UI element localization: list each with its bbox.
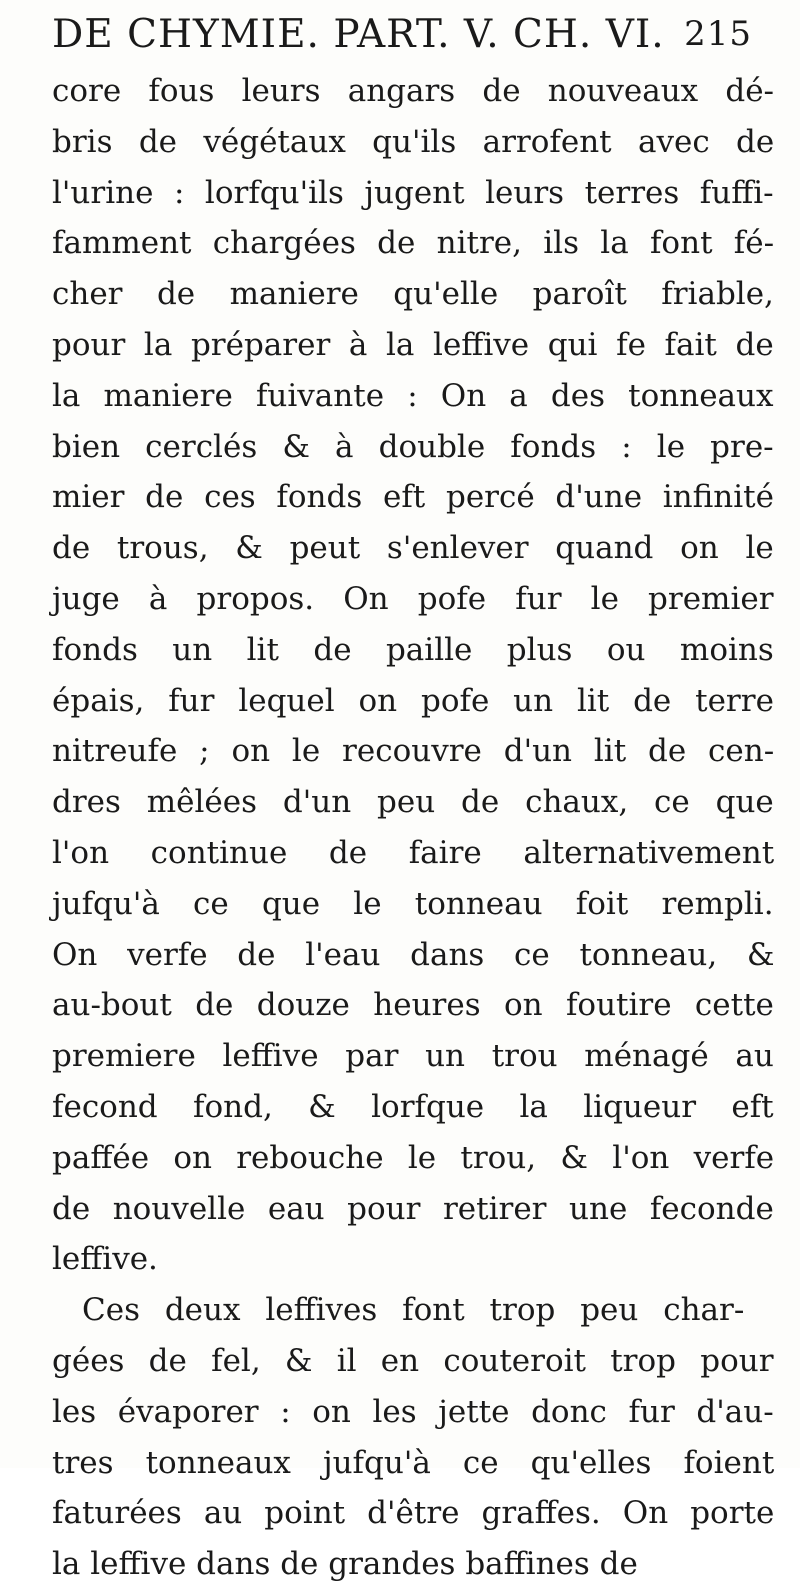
running-head-title: DE CHYMIE. PART. V. CH. VI. bbox=[52, 12, 665, 57]
text-line: l'on continue de faire alternativement bbox=[52, 834, 775, 871]
text-line: la leffive dans de grandes baffines de bbox=[52, 1546, 638, 1583]
text-line: Ces deux leffives font trop peu char- bbox=[82, 1292, 745, 1329]
text-line: juge à propos. On pofe fur le premier bbox=[52, 580, 774, 617]
text-line: fonds un lit de paille plus ou moins bbox=[52, 631, 774, 668]
text-line: de trous, & peut s'enlever quand on le bbox=[52, 530, 774, 567]
text-line: faturées au point d'être graffes. On porte bbox=[52, 1495, 775, 1532]
text-line: de nouvelle eau pour retirer une feconde bbox=[52, 1190, 774, 1227]
text-line: fecond fond, & lorfque la liqueur eft bbox=[52, 1088, 774, 1125]
text-line: dres mêlées d'un peu de chaux, ce que bbox=[52, 784, 774, 821]
text-line: gées de fel, & il en couteroit trop pour bbox=[52, 1342, 774, 1379]
text-line: l'urine : lorfqu'ils jugent leurs terres fuffi- bbox=[52, 174, 774, 211]
text-line: jufqu'à ce que le tonneau foit rempli. bbox=[52, 885, 774, 922]
text-line: leffive. bbox=[52, 1241, 158, 1278]
body-text bbox=[52, 66, 774, 1590]
text-line: bien cerclés & à double fonds : le pre- bbox=[52, 428, 774, 465]
text-line: mier de ces fonds eft percé d'une infinité bbox=[52, 479, 774, 516]
text-line: bris de végétaux qu'ils arrofent avec de bbox=[52, 123, 775, 160]
text-line: tres tonneaux jufqu'à ce qu'elles foient bbox=[52, 1444, 775, 1481]
page-number: 215 bbox=[684, 14, 752, 54]
running-head bbox=[52, 12, 752, 64]
text-line: paffée on rebouche le trou, & l'on verfe bbox=[52, 1139, 775, 1176]
text-line: famment chargées de nitre, ils la font fé- bbox=[52, 225, 775, 262]
text-line: nitreufe ; on le recouvre d'un lit de cen- bbox=[52, 733, 775, 770]
text-line: la maniere fuivante : On a des tonneaux bbox=[52, 377, 774, 414]
text-line: premiere leffive par un trou ménagé au bbox=[52, 1038, 774, 1075]
text-line: core fous leurs angars de nouveaux dé- bbox=[52, 73, 775, 109]
text-line: au-bout de douze heures on foutire cette bbox=[52, 987, 774, 1024]
text-line: cher de maniere qu'elle paroît friable, bbox=[52, 276, 774, 313]
text-line: les évaporer : on les jette donc fur d'au- bbox=[52, 1393, 774, 1430]
text-line: épais, fur lequel on pofe un lit de terre bbox=[52, 682, 774, 719]
text-line: pour la préparer à la leffive qui fe fait de bbox=[52, 326, 774, 363]
text-line: On verfe de l'eau dans ce tonneau, & bbox=[52, 936, 775, 973]
